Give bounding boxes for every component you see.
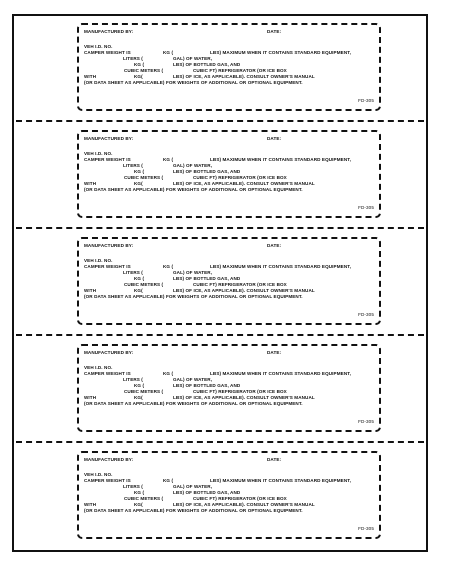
bottled-gas-text: LBS) OF BOTTLED GAS, AND [173, 276, 241, 281]
data-sheet-text: (OR DATA SHEET AS APPLICABLE) FOR WEIGHTS OF ADDITIONAL OR OPTIONAL EQUIPMENT. [84, 80, 303, 85]
refrigerator-text: CUBIC FT) REFRIGERATOR (OR ICE BOX [193, 389, 287, 394]
camper-weight-label [77, 344, 381, 432]
manufactured-by-field: MANUFACTURED BY: [84, 350, 134, 355]
with-text: WITH [84, 74, 97, 79]
cubic-meters-text: CUBIC METERS ( [124, 282, 164, 287]
cubic-meters-text: CUBIC METERS ( [124, 175, 164, 180]
liters-text: LITERS ( [123, 163, 143, 168]
kg-text: KG( [134, 74, 143, 79]
liters-text: LITERS ( [123, 270, 143, 275]
kg-text: KG( [134, 395, 143, 400]
date-field: DATE: [267, 457, 282, 462]
kg-text: KG ( [134, 490, 145, 495]
manufactured-by-field: MANUFACTURED BY: [84, 243, 134, 248]
kg-text: KG ( [163, 50, 174, 55]
manufactured-by-field: MANUFACTURED BY: [84, 29, 134, 34]
liters-text: LITERS ( [123, 484, 143, 489]
data-sheet-text: (OR DATA SHEET AS APPLICABLE) FOR WEIGHTS OF ADDITIONAL OR OPTIONAL EQUIPMENT. [84, 401, 303, 406]
manufactured-by-field: MANUFACTURED BY: [84, 457, 134, 462]
kg-text: KG ( [163, 478, 174, 483]
ice-text: LBS) OF ICE, AS APPLICABLE). CONSULT OWNER'S MANUAL [173, 502, 315, 507]
form-number: FD-305 [358, 419, 374, 424]
cut-line [16, 120, 424, 122]
kg-text: KG ( [134, 62, 145, 67]
refrigerator-text: CUBIC FT) REFRIGERATOR (OR ICE BOX [193, 68, 287, 73]
data-sheet-text: (OR DATA SHEET AS APPLICABLE) FOR WEIGHTS OF ADDITIONAL OR OPTIONAL EQUIPMENT. [84, 187, 303, 192]
camper-weight-label [77, 23, 381, 111]
water-text: GAL) OF WATER, [173, 163, 213, 168]
kg-text: KG( [134, 502, 143, 507]
vehicle-id-field: VEH I.D. NO. [84, 472, 113, 477]
vehicle-id-field: VEH I.D. NO. [84, 365, 113, 370]
max-weight-text: LBS) MAXIMUM WHEN IT CONTAINS STANDARD EQUIPMENT, [210, 50, 352, 55]
date-field: DATE: [267, 350, 282, 355]
with-text: WITH [84, 288, 97, 293]
max-weight-text: LBS) MAXIMUM WHEN IT CONTAINS STANDARD EQUIPMENT, [210, 371, 352, 376]
refrigerator-text: CUBIC FT) REFRIGERATOR (OR ICE BOX [193, 282, 287, 287]
kg-text: KG ( [134, 276, 145, 281]
cubic-meters-text: CUBIC METERS ( [124, 68, 164, 73]
with-text: WITH [84, 502, 97, 507]
camper-weight-text: CAMPER WEIGHT IS [84, 50, 131, 55]
vehicle-id-field: VEH I.D. NO. [84, 258, 113, 263]
ice-text: LBS) OF ICE, AS APPLICABLE). CONSULT OWNER'S MANUAL [173, 74, 315, 79]
water-text: GAL) OF WATER, [173, 270, 213, 275]
form-number: FD-305 [358, 526, 374, 531]
ice-text: LBS) OF ICE, AS APPLICABLE). CONSULT OWNER'S MANUAL [173, 395, 315, 400]
form-number: FD-305 [358, 98, 374, 103]
kg-text: KG ( [134, 169, 145, 174]
water-text: GAL) OF WATER, [173, 484, 213, 489]
bottled-gas-text: LBS) OF BOTTLED GAS, AND [173, 383, 241, 388]
camper-weight-text: CAMPER WEIGHT IS [84, 371, 131, 376]
liters-text: LITERS ( [123, 56, 143, 61]
kg-text: KG ( [163, 157, 174, 162]
camper-weight-text: CAMPER WEIGHT IS [84, 478, 131, 483]
kg-text: KG ( [163, 371, 174, 376]
max-weight-text: LBS) MAXIMUM WHEN IT CONTAINS STANDARD EQUIPMENT, [210, 264, 352, 269]
with-text: WITH [84, 181, 97, 186]
cut-line [16, 334, 424, 336]
camper-weight-label [77, 237, 381, 325]
kg-text: KG( [134, 181, 143, 186]
manufactured-by-field: MANUFACTURED BY: [84, 136, 134, 141]
label-sheet [12, 14, 428, 552]
data-sheet-text: (OR DATA SHEET AS APPLICABLE) FOR WEIGHTS OF ADDITIONAL OR OPTIONAL EQUIPMENT. [84, 294, 303, 299]
data-sheet-text: (OR DATA SHEET AS APPLICABLE) FOR WEIGHTS OF ADDITIONAL OR OPTIONAL EQUIPMENT. [84, 508, 303, 513]
max-weight-text: LBS) MAXIMUM WHEN IT CONTAINS STANDARD EQUIPMENT, [210, 157, 352, 162]
kg-text: KG ( [134, 383, 145, 388]
camper-weight-label [77, 130, 381, 218]
vehicle-id-field: VEH I.D. NO. [84, 44, 113, 49]
camper-weight-text: CAMPER WEIGHT IS [84, 264, 131, 269]
with-text: WITH [84, 395, 97, 400]
liters-text: LITERS ( [123, 377, 143, 382]
cubic-meters-text: CUBIC METERS ( [124, 496, 164, 501]
refrigerator-text: CUBIC FT) REFRIGERATOR (OR ICE BOX [193, 175, 287, 180]
max-weight-text: LBS) MAXIMUM WHEN IT CONTAINS STANDARD EQUIPMENT, [210, 478, 352, 483]
bottled-gas-text: LBS) OF BOTTLED GAS, AND [173, 490, 241, 495]
date-field: DATE: [267, 136, 282, 141]
cut-line [16, 441, 424, 443]
kg-text: KG( [134, 288, 143, 293]
cubic-meters-text: CUBIC METERS ( [124, 389, 164, 394]
cut-line [16, 227, 424, 229]
date-field: DATE: [267, 29, 282, 34]
bottled-gas-text: LBS) OF BOTTLED GAS, AND [173, 169, 241, 174]
water-text: GAL) OF WATER, [173, 377, 213, 382]
form-number: FD-305 [358, 312, 374, 317]
refrigerator-text: CUBIC FT) REFRIGERATOR (OR ICE BOX [193, 496, 287, 501]
ice-text: LBS) OF ICE, AS APPLICABLE). CONSULT OWNER'S MANUAL [173, 181, 315, 186]
bottled-gas-text: LBS) OF BOTTLED GAS, AND [173, 62, 241, 67]
camper-weight-label [77, 451, 381, 539]
water-text: GAL) OF WATER, [173, 56, 213, 61]
date-field: DATE: [267, 243, 282, 248]
vehicle-id-field: VEH I.D. NO. [84, 151, 113, 156]
camper-weight-text: CAMPER WEIGHT IS [84, 157, 131, 162]
form-number: FD-305 [358, 205, 374, 210]
kg-text: KG ( [163, 264, 174, 269]
ice-text: LBS) OF ICE, AS APPLICABLE). CONSULT OWNER'S MANUAL [173, 288, 315, 293]
